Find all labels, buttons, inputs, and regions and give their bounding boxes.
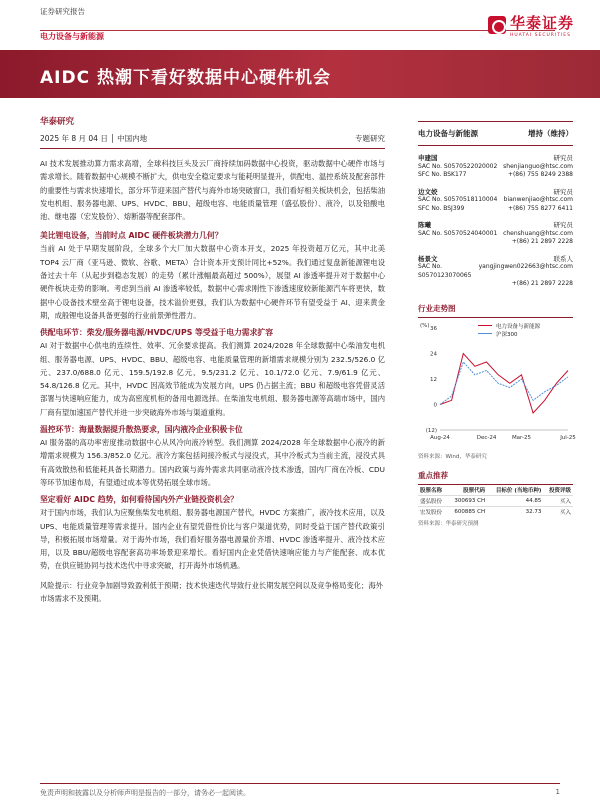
- report-type: 证券研究报告: [40, 7, 85, 16]
- section-body: 对于国内市场，我们认为应聚焦柴发电机组、服务器电源国产替代，HVDC 方案推广，液冷技术应用，以及 UPS、电能质量管理等需求提升。国内企业有望凭借性价比与客户渠道优势，同时受益于国产替代政策引导，积极拓展市场增量。对于海外市场，我们看好服务器电源量价齐增、HVDC 渗透率提升、液冷技术应用，以及 BBU/超级电容配套高功率场景迎来增长。看好国内企业凭借快速响应能力与产能配套、成本优势，在供应链协同与技术迭代中寻求突破，打开海外市场机遇。: [40, 508, 385, 571]
- analyst-name: 申建国: [418, 154, 438, 162]
- section-body: AI 服务器的高功率密度推动数据中心从风冷向液冷转型。我们测算 2024/2028 年全球数据中心液冷的新增需求规模为 156.3/852.0 亿元。液冷方案包括间接冷板式与浸没式，其中冷板式为当前主流，浸没式具有高效散热和低能耗具备长期潜力。国内政策与海外需求共同驱动液冷技术渗透，国内厂商在冷板、CDU 等环节加速布局，有望通过成本等优势拓展全球市场。: [40, 438, 385, 487]
- table-cell: 32.73: [487, 506, 543, 517]
- header-left: [40, 6, 104, 42]
- analyst-phone: +(86) 755 8277 6411: [507, 204, 573, 212]
- report-title: AIDC 热潮下看好数据中心硬件机会: [40, 68, 331, 88]
- trend-title: 行业走势图: [418, 303, 573, 318]
- y-tick-label: (12): [425, 427, 437, 434]
- sidebar: [418, 115, 576, 527]
- analyst-sac: SAC No. S0570524040001: [418, 229, 498, 237]
- analyst-name: 陈曦: [418, 221, 431, 229]
- region: 中国内地: [117, 134, 148, 143]
- analyst-sfc: SFC No. BSJ399: [418, 204, 465, 212]
- section-heading: 温控环节：海量数据提升散热要求，国内液冷企业积极卡位: [40, 425, 243, 435]
- table-cell: 44.85: [487, 495, 543, 506]
- table-cell: 买入: [543, 506, 573, 517]
- analyst-phone: +(86) 21 2897 2228: [511, 238, 573, 245]
- legend-label: 电力设备与新能源: [496, 323, 541, 330]
- industry-name: 电力设备与新能源: [418, 129, 478, 138]
- dateline: 2025 年 8 月 04 日 │ 中国内地 专题研究: [40, 133, 385, 149]
- title-banner: [0, 50, 600, 98]
- analyst-email: shenjianguo@htsc.com: [503, 162, 573, 170]
- analyst-name: 边文姣: [418, 187, 438, 196]
- y-tick-label: 24: [430, 351, 437, 357]
- section-heading: 美比锂电设备，当前时点 AIDC 硬件板块潜力几何？: [40, 231, 223, 241]
- analyst-email: yangjingwen022663@htsc.com: [478, 263, 573, 270]
- table-row: [418, 506, 573, 517]
- company-logo: [488, 12, 574, 38]
- table-header-cell: 投资评级: [548, 487, 571, 494]
- series-line: [440, 353, 568, 413]
- analyst-card: [418, 188, 573, 214]
- page-number: 1: [555, 788, 560, 796]
- trend-chart: [418, 320, 576, 450]
- table-cell: 买入: [543, 495, 573, 506]
- logo-en: HUATAI SECURITIES: [509, 33, 571, 38]
- logo-icon: [488, 16, 506, 34]
- rating-value: 增持（维持）: [528, 129, 573, 138]
- analyst-role: 联系人: [553, 254, 573, 263]
- analyst-card: [418, 154, 573, 180]
- main-column: [40, 115, 385, 605]
- analyst-sac: SAC No. S0570522020002: [418, 162, 498, 170]
- analyst-card: [418, 221, 573, 247]
- analyst-phone: +(86) 21 2897 2228: [511, 280, 573, 287]
- chart-source: 资料来源：Wind，华泰研究: [418, 453, 487, 460]
- table-cell: 300693 CH: [448, 495, 488, 506]
- legend-swatch: [478, 325, 492, 327]
- table-cell: 600885 CH: [448, 506, 488, 517]
- chart-legend: [478, 322, 540, 338]
- table-header-cell: 股票名称: [420, 487, 443, 494]
- table-header-row: [418, 485, 573, 496]
- table-cell: 宏发股份: [418, 506, 448, 517]
- x-tick-label: Aug-24: [430, 434, 450, 441]
- analyst-phone: +(86) 755 8249 2388: [507, 171, 573, 178]
- analyst-email: chenshuang@htsc.com: [503, 229, 573, 237]
- footer-note: 免责声明和披露以及分析师声明是报告的一部分，请务必一起阅读。: [40, 789, 250, 797]
- analyst-sac: SAC No. S0570123070065: [418, 263, 472, 279]
- table-header-cell: 目标价 (当地币种): [495, 487, 542, 494]
- x-tick-label: Dec-24: [476, 434, 497, 441]
- table-header-cell: 股票代码: [463, 487, 486, 494]
- report-kind: 专题研究: [355, 134, 385, 143]
- picks-source: 资料来源：华泰研究预测: [418, 520, 479, 527]
- analyst-role: 研究员: [553, 154, 573, 162]
- sector-label: 电力设备与新能源: [40, 32, 104, 41]
- rating-row: [418, 121, 573, 146]
- analyst-role: 研究员: [553, 187, 573, 196]
- page-footer: [40, 783, 560, 798]
- legend-swatch: [478, 333, 492, 335]
- section-body: 当前 AI 处于早期发展阶段，全球多个大厂加大数据中心资本开支，2025 年投资超万亿元，其中北美 TOP4 云厂商（亚马逊、微软、谷歌、META）合计资本开支预计同比+52%。我们通过复盘新能源锂电设备过去十年（从起步到稳态发展）的走势（累计涨幅最高超过 500%），展望 AI 渗透率提升对于数据中心硬件板块走势的影响。考虑到当前 AI 渗透率较低，数据中心需求刚性下渗透速度较新能源汽车将更快，数据中心设备技术壁垒高于锂电设备，技术溢价更强，我们认为数据中心硬件环节有望受益于 AI、迎来黄金期，成般锂电设备具备更强的行业前景弹性潜力。: [40, 244, 385, 320]
- y-tick-label: 36: [430, 325, 437, 332]
- header-divider: [40, 30, 555, 31]
- legend-label: 沪深300: [496, 331, 518, 338]
- org-name: 华泰研究: [40, 117, 75, 127]
- analyst-name: 杨景文: [418, 254, 438, 263]
- risk-warning: 风险提示：行业竞争加剧导致盈利低于预期；技术快速迭代导致行业长期发展空间以及竞争格局变化；海外市场需求不及预期。: [40, 580, 383, 603]
- section-heading: 供配电环节：柴发/服务器电源/HVDC/UPS 等受益于电力需求扩容: [40, 328, 273, 338]
- analyst-sac: SAC No. S0570518110004: [418, 196, 498, 203]
- section-body: AI 对于数据中心供电的连续性、效率、冗余要求提高。我们测算 2024/2028 年全球数据中心柴油发电机组、服务器电源、UPS、HVDC、BBU、超级电容、电能质量管理的新增需求规模分别为 232.5/526.0 亿元、237.0/688.0 亿元、159.5/192.8 亿元、9.5/231.2 亿元、10.1/72.0 亿元、7.9/61.9 亿元、54.8/126.8 亿元。其中，HVDC 因高效节能成为发展方向，UPS 仍占据主流；BBU 和超级电容凭借灵活部署与快速响应能力，成为高密度机柜的备用电源选择。在柴油发电机组、服务器电源等高端市场中，国内厂商有望加速国产替代并进一步突破海外市场与渠道重构。: [40, 341, 385, 417]
- analyst-role: 研究员: [553, 221, 573, 229]
- section-heading: 坚定看好 AIDC 趋势，如何看待国内外产业链投资机会？: [40, 495, 239, 505]
- analyst-list: [418, 154, 573, 289]
- line-chart: [418, 320, 576, 450]
- picks-title: 重点推荐: [418, 470, 573, 485]
- x-tick-label: Jul-25: [560, 434, 576, 441]
- analyst-card: [418, 255, 573, 289]
- table-row: [418, 495, 573, 506]
- intro-paragraph: AI 技术发展推动算力需求高增，全球科技巨头及云厂商持续加码数据中心投资，驱动数据中心硬件市场与需求增长。随着数据中心规模不断扩大，供电安全稳定要求与能耗明显提升，供配电、温控系统及配套部件的重要性与需求快速增长，部分环节迎来国产替代与海外市场突破窗口，我们看好相关板块机会，包括柴油发电机组、服务器电源、UPS、HVDC、BBU、超级电容、电能质量管理（盛弘股份）、液冷，以及铅酸电池、继电器（宏发股份）、熔断器等配套部件。: [40, 159, 385, 222]
- logo-name: 华泰证券: [509, 14, 574, 32]
- x-tick-label: Mar-25: [511, 434, 531, 441]
- analyst-sfc: SFC No. BSK177: [418, 171, 467, 178]
- picks-table: [418, 485, 573, 517]
- y-tick-label: 0: [433, 402, 437, 408]
- analyst-email: bianwenjiao@htsc.com: [503, 196, 573, 203]
- y-unit-label: (%): [420, 322, 430, 329]
- table-cell: 盛弘股份: [418, 495, 448, 506]
- report-date: 2025 年 8 月 04 日: [40, 134, 108, 143]
- y-tick-label: 12: [430, 376, 437, 383]
